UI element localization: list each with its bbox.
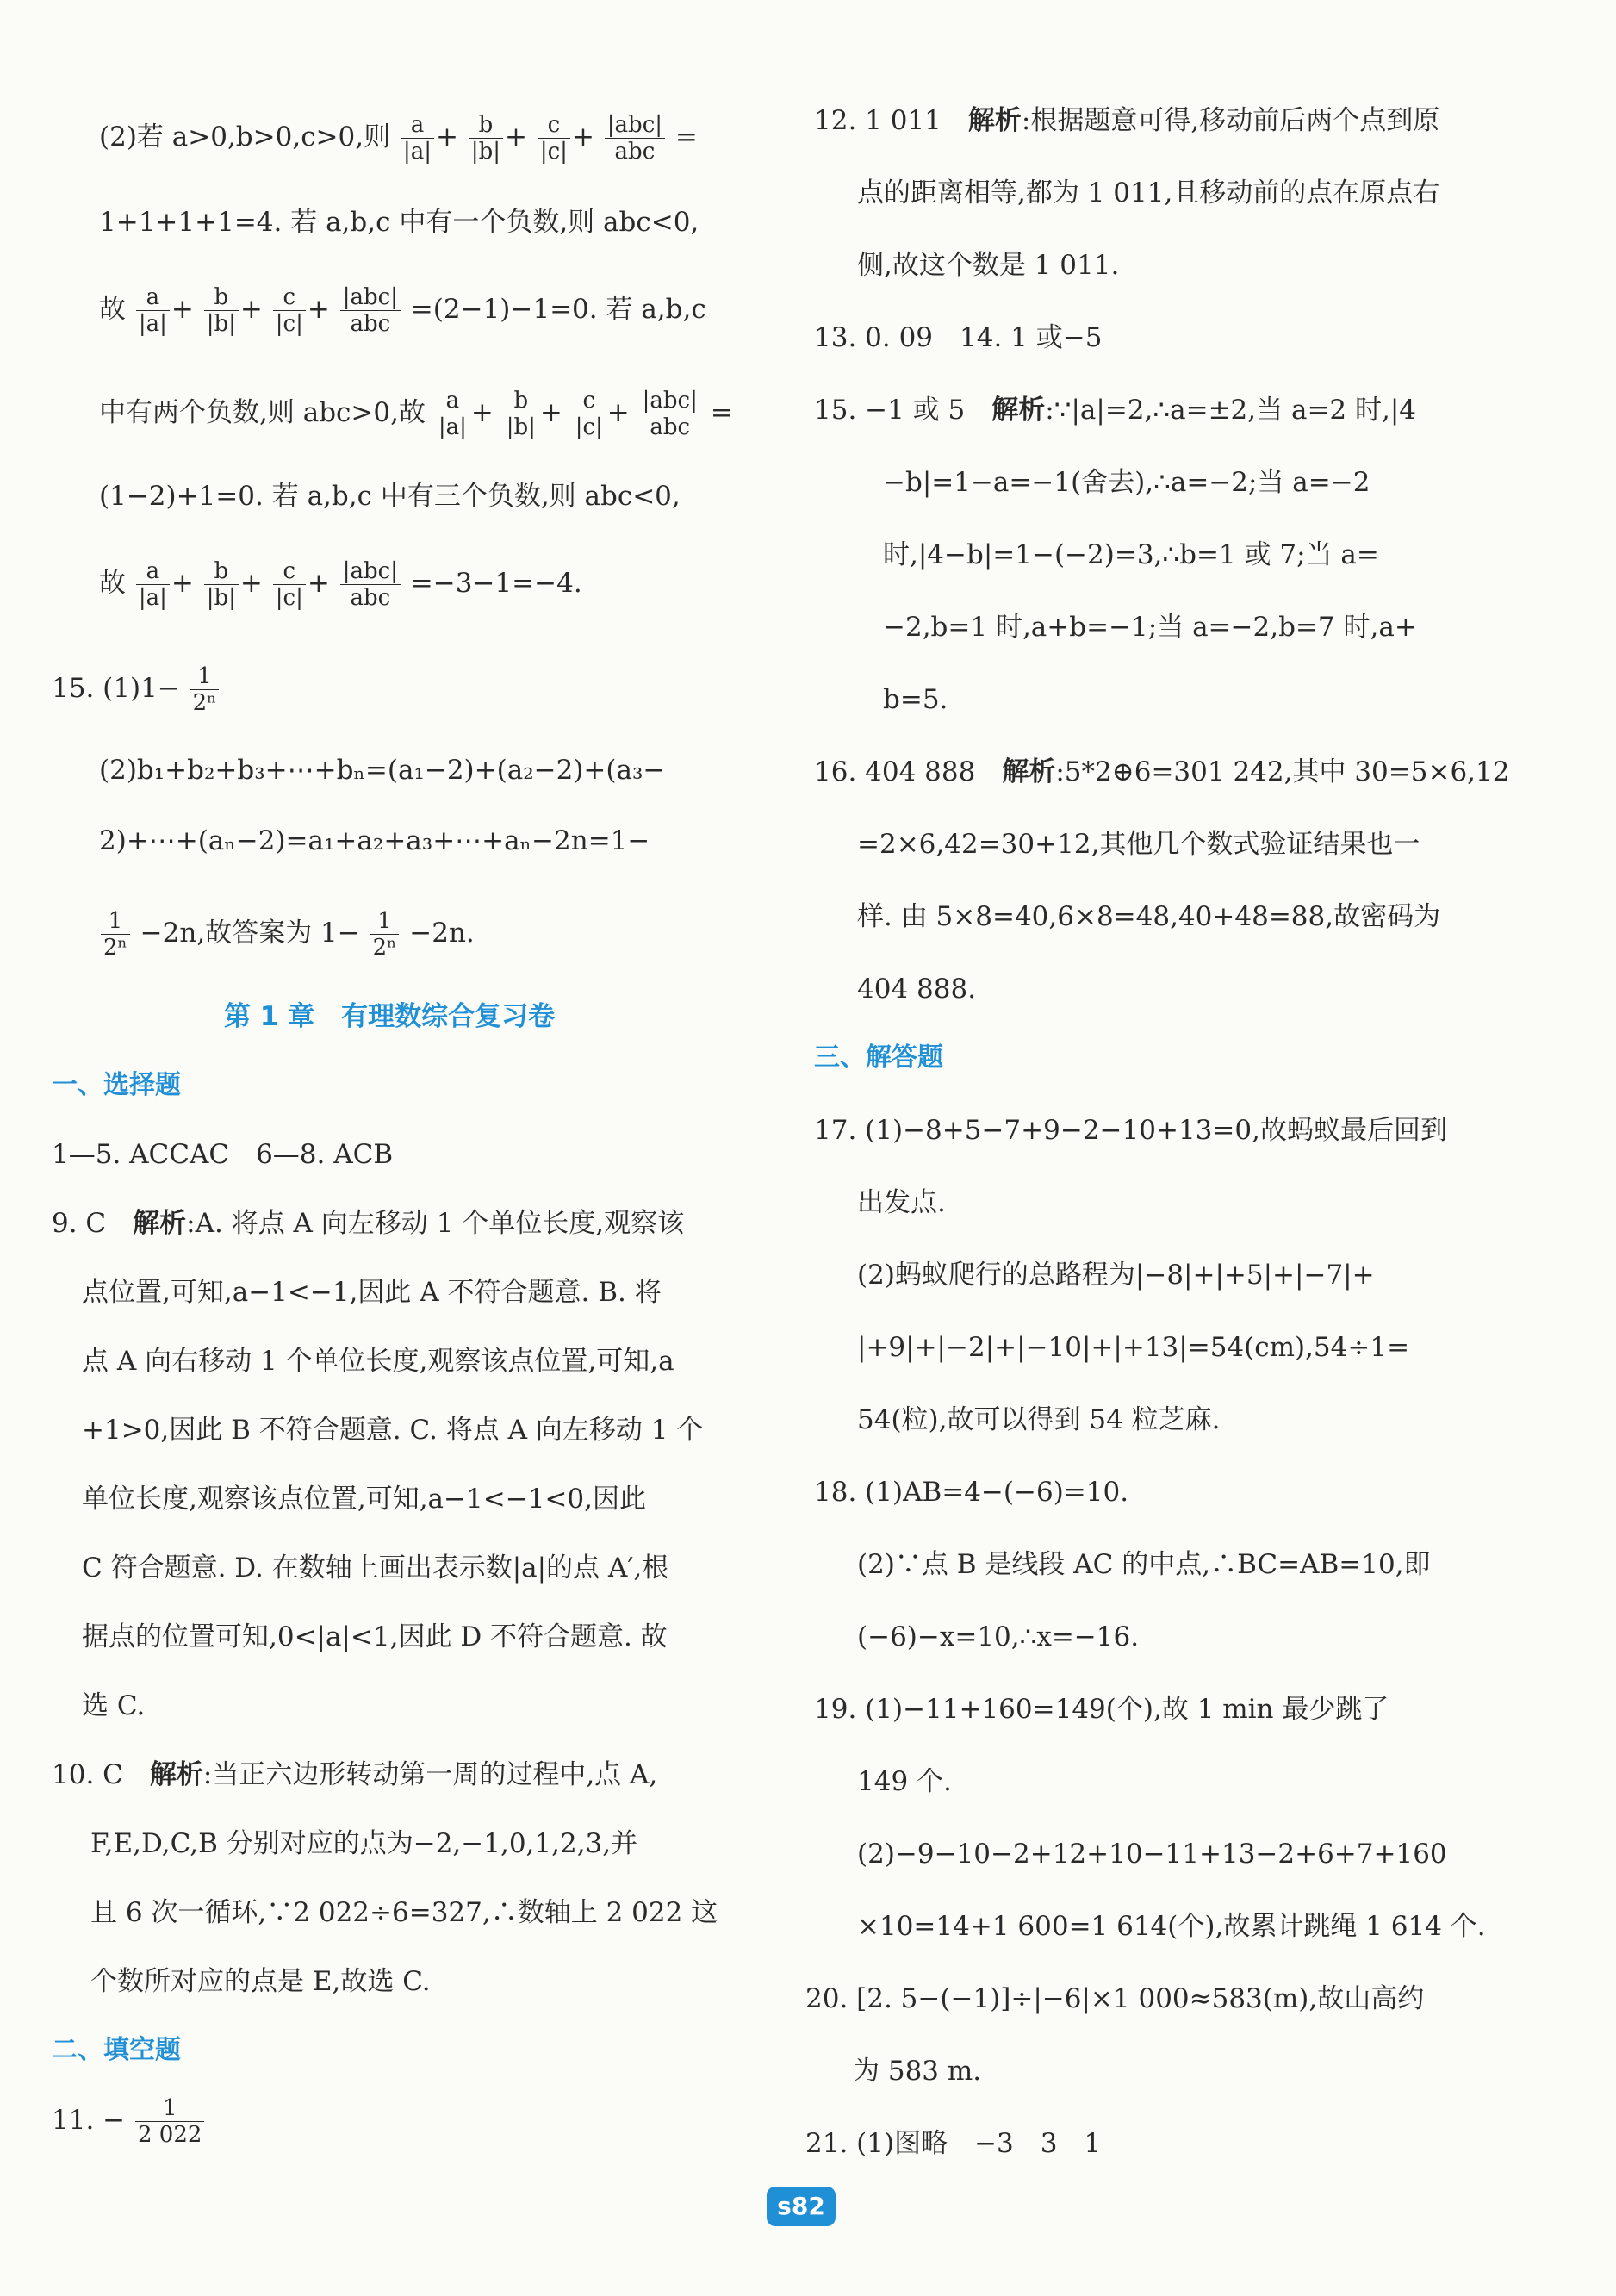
answer-line: 17. (1)−8+5−7+9−2−10+13=0,故蚂蚁最后回到: [814, 1115, 1447, 1146]
answer-line: 15. −1 或 5 解析:∵|a|=2,∴a=±2,当 a=2 时,|4: [814, 395, 1417, 426]
section-heading: 一、选择题: [52, 1070, 181, 1100]
section-heading: 二、填空题: [52, 2035, 181, 2065]
chapter-title: 第 1 章 有理数综合复习卷: [224, 1001, 556, 1032]
analysis-label: 解析: [967, 105, 1022, 136]
fraction: $\frac{\text{|abc|}}{\text{abc}}$: [340, 558, 401, 611]
analysis-label: 解析: [991, 395, 1046, 426]
fraction: $\frac{1}{\text{2ⁿ}}$: [370, 908, 400, 961]
answer-line: (−6)−x=10,∴x=−16.: [857, 1621, 1140, 1652]
fraction: $\frac{c}{|c|}$: [273, 558, 306, 611]
answer-line: 18. (1)AB=4−(−6)=10.: [814, 1477, 1129, 1508]
answer-line: 点位置,可知,a−1<−1,因此 A 不符合题意. B. 将: [82, 1277, 662, 1308]
answer-line: 单位长度,观察该点位置,可知,a−1<−1<0,因此: [82, 1484, 646, 1515]
answer-line: F,E,D,C,B 分别对应的点为−2,−1,0,1,2,3,并: [90, 1828, 638, 1859]
fraction: $\frac{\text{|abc|}}{\text{abc}}$: [640, 388, 700, 440]
answer-line: +1>0,因此 B 不符合题意. C. 将点 A 向左移动 1 个: [82, 1415, 704, 1446]
analysis-label: 解析: [149, 1759, 203, 1790]
answer-line: 54(粒),故可以得到 54 粒芝麻.: [857, 1404, 1221, 1435]
answer-line: 1—5. ACCAC 6—8. ACB: [52, 1139, 394, 1170]
answer-line: 404 888.: [857, 974, 977, 1005]
answer-line: 19. (1)−11+160=149(个),故 1 min 最少跳了: [814, 1694, 1389, 1725]
answer-line: 2)+⋯+(aₙ−2)=a₁+a₂+a₃+⋯+aₙ−2n=1−: [99, 825, 650, 856]
answer-line: 13. 0. 09 14. 1 或−5: [814, 322, 1103, 353]
answer-line: 15. (1)1− $\frac{1}{\text{2ⁿ}}$: [52, 663, 221, 705]
answer-line: 出发点.: [857, 1187, 946, 1218]
answer-line: 故 $\frac{a}{|a|}$ + $\frac{b}{|b|}$ + $\frac{c}{|c|}$ + $\frac{\text{|abc|}}{\text{abc}}$ =(2−1)−1=0. 若 a,b,c: [99, 284, 706, 337]
answer-line: (2)∵点 B 是线段 AC 的中点,∴BC=AB=10,即: [857, 1549, 1431, 1580]
fraction: $\frac{a}{|a|}$: [436, 388, 469, 440]
answer-line: (1−2)+1=0. 若 a,b,c 中有三个负数,则 abc<0,: [99, 481, 681, 512]
answer-line: 样. 由 5×8=40,6×8=48,40+48=88,故密码为: [857, 901, 1441, 932]
answer-line: 且 6 次一循环,∵2 022÷6=327,∴数轴上 2 022 这: [90, 1897, 718, 1928]
answer-line: 12. 1 011 解析:根据题意可得,移动前后两个点到原: [814, 105, 1440, 136]
fraction: $\frac{\text{|abc|}}{\text{abc}}$: [605, 112, 665, 165]
fraction: $\frac{c}{|c|}$: [573, 388, 606, 440]
answer-line: −2,b=1 时,a+b=−1;当 a=−2,b=7 时,a+: [883, 612, 1417, 643]
answer-line: C 符合题意. D. 在数轴上画出表示数|a|的点 A′,根: [82, 1552, 669, 1584]
answer-line: 中有两个负数,则 abc>0,故 $\frac{a}{|a|}$ + $\frac{b}{|b|}$ + $\frac{c}{|c|}$ + $\frac{\text{|abc|}}{\text{abc}}$ =: [99, 388, 733, 440]
answer-line: 点 A 向右移动 1 个单位长度,观察该点位置,可知,a: [82, 1346, 674, 1377]
fraction: $\frac{b}{|b|}$: [469, 112, 503, 165]
answer-line: |+9|+|−2|+|−10|+|+13|=54(cm),54÷1=: [857, 1332, 1410, 1363]
answer-line: (2)蚂蚁爬行的总路程为|−8|+|+5|+|−7|+: [857, 1260, 1375, 1291]
answer-line: (2)若 a>0,b>0,c>0,则 $\frac{a}{|a|}$ + $\frac{b}{|b|}$ + $\frac{c}{|c|}$ + $\frac{\text{|abc|}}{\text{abc}}$ =: [99, 112, 698, 165]
answer-line: $\frac{1}{\text{2ⁿ}}$ −2n,故答案为 1− $\frac{1}{\text{2ⁿ}}$ −2n.: [99, 908, 475, 949]
page-number: s82: [767, 2187, 836, 2226]
answer-line: =2×6,42=30+12,其他几个数式验证结果也一: [857, 829, 1420, 860]
section-heading: 三、解答题: [814, 1042, 943, 1073]
fraction: $\frac{a}{|a|}$: [401, 112, 434, 165]
answer-line: −b|=1−a=−1(舍去),∴a=−2;当 a=−2: [883, 467, 1370, 498]
answer-line: 故 $\frac{a}{|a|}$ + $\frac{b}{|b|}$ + $\frac{c}{|c|}$ + $\frac{\text{|abc|}}{\text{abc}}$ =−3−1=−4.: [99, 558, 582, 611]
fraction: $\frac{c}{|c|}$: [273, 284, 306, 337]
answer-line: 21. (1)图略 −3 3 1: [805, 2128, 1102, 2159]
fraction: $\frac{b}{|b|}$: [504, 388, 538, 440]
answer-line: 1+1+1+1=4. 若 a,b,c 中有一个负数,则 abc<0,: [99, 207, 699, 238]
answer-line: 11. − $\frac{1}{2 022}$: [52, 2095, 206, 2137]
fraction: $\frac{\text{|abc|}}{\text{abc}}$: [340, 284, 401, 337]
fraction: $\frac{a}{|a|}$: [136, 284, 170, 337]
answer-line: 9. C 解析:A. 将点 A 向左移动 1 个单位长度,观察该: [52, 1208, 685, 1239]
fraction: $\frac{1}{\text{2ⁿ}}$: [190, 663, 220, 716]
answer-line: 据点的位置可知,0<|a|<1,因此 D 不符合题意. 故: [82, 1621, 668, 1652]
fraction: $\frac{c}{|c|}$: [538, 112, 570, 165]
text: (2)若 a>0,b>0,c>0,则: [99, 121, 391, 152]
answer-line: 20. [2. 5−(−1)]÷|−6|×1 000≈583(m),故山高约: [805, 1983, 1425, 2014]
answer-line: ×10=14+1 600=1 614(个),故累计跳绳 1 614 个.: [857, 1911, 1486, 1942]
answer-line: 10. C 解析:当正六边形转动第一周的过程中,点 A,: [52, 1759, 658, 1790]
answer-line: 侧,故这个数是 1 011.: [857, 250, 1120, 281]
analysis-label: 解析: [133, 1208, 187, 1239]
fraction: $\frac{1}{2 022}$: [135, 2095, 204, 2148]
answer-line: 为 583 m.: [853, 2056, 982, 2087]
answer-line: 点的距离相等,都为 1 011,且移动前的点在原点右: [857, 177, 1440, 208]
answer-line: 个数所对应的点是 E,故选 C.: [90, 1966, 431, 1997]
fraction: $\frac{b}{|b|}$: [204, 284, 239, 337]
answer-line: (2)b₁+b₂+b₃+⋯+bₙ=(a₁−2)+(a₂−2)+(a₃−: [99, 755, 666, 786]
fraction: $\frac{1}{\text{2ⁿ}}$: [101, 908, 130, 961]
answer-line: 时,|4−b|=1−(−2)=3,∴b=1 或 7;当 a=: [883, 539, 1379, 570]
answer-line: (2)−9−10−2+12+10−11+13−2+6+7+160: [857, 1839, 1447, 1870]
fraction: $\frac{b}{|b|}$: [204, 558, 239, 611]
analysis-label: 解析: [1002, 756, 1056, 787]
fraction: $\frac{a}{|a|}$: [136, 558, 170, 611]
answer-line: b=5.: [883, 684, 948, 715]
answer-line: 选 C.: [82, 1690, 146, 1721]
answer-line: 16. 404 888 解析:5*2⊕6=301 242,其中 30=5×6,12: [814, 756, 1510, 787]
answer-line: 149 个.: [857, 1766, 952, 1797]
